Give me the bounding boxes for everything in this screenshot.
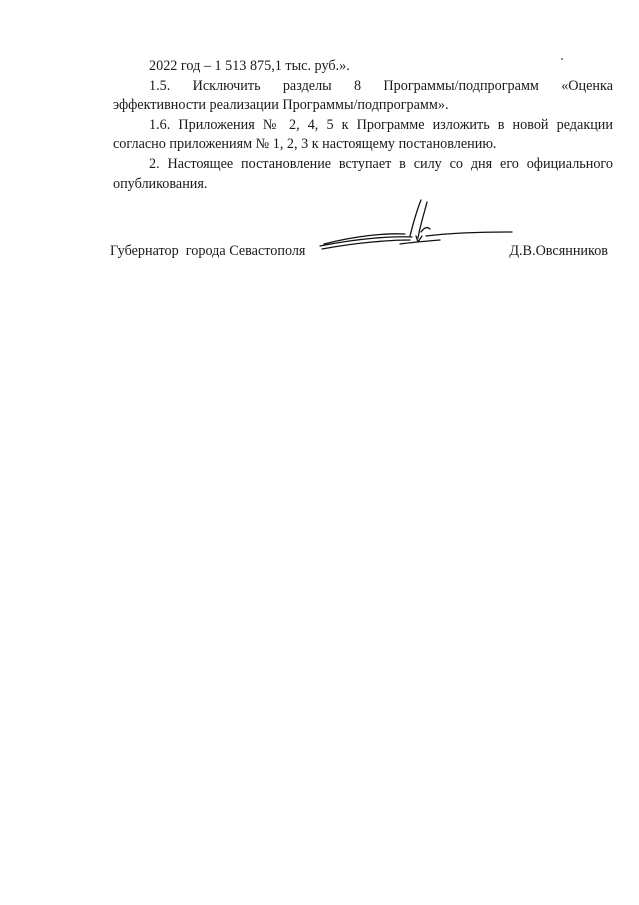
document-body [113, 57, 613, 194]
signatory-name: Д.В.Овсянников [509, 243, 608, 259]
paragraph-2: 2. Настоящее постановление вступает в силу со дня его официального опубликования. [113, 155, 613, 192]
paragraph-1-6: 1.6. Приложения № 2, 4, 5 к Программе изложить в новой редакции согласно приложениям № 1, 2, 3 к настоящему постановлению. [113, 116, 613, 153]
signatory-title: Губернатор города Севастополя [110, 243, 306, 259]
paragraph-amount: 2022 год – 1 513 875,1 тыс. руб.». [149, 58, 350, 74]
signature-row [110, 241, 608, 263]
paragraph-1-5: 1.5. Исключить разделы 8 Программы/подпрограмм «Оценка эффективности реализации Программы/подпрограмм». [113, 77, 613, 114]
